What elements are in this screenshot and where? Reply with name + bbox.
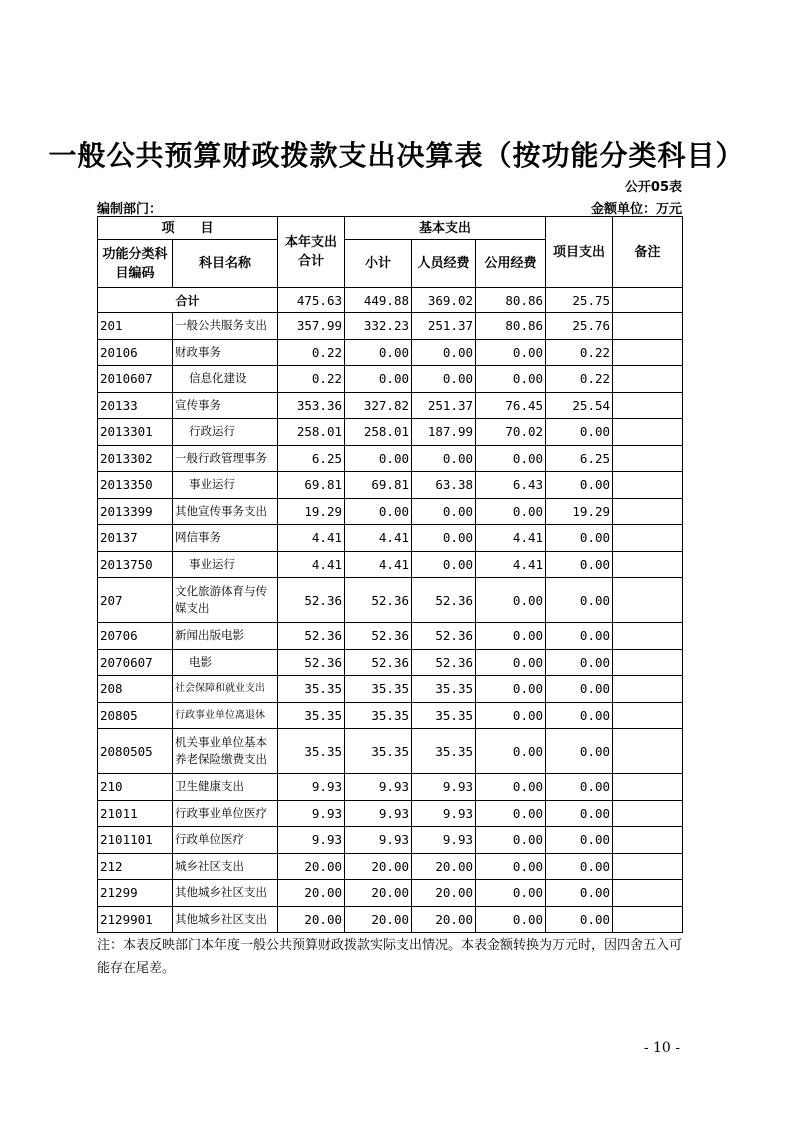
cell-total: 353.36 xyxy=(278,392,345,419)
cell-total: 4.41 xyxy=(278,551,345,578)
cell-name xyxy=(173,392,278,419)
cell-subtotal: 9.93 xyxy=(345,774,412,801)
cell-total: 20.00 xyxy=(278,853,345,880)
cell-total: 52.36 xyxy=(278,578,345,623)
cell-code: 2013399 xyxy=(98,498,173,525)
cell-project: 0.00 xyxy=(546,525,613,552)
total-row xyxy=(98,288,683,313)
cell-name xyxy=(173,419,278,446)
cell-code: 20137 xyxy=(98,525,173,552)
table-row xyxy=(98,551,683,578)
cell-code: 2010607 xyxy=(98,366,173,393)
cell-name xyxy=(173,649,278,676)
cell-code: 208 xyxy=(98,676,173,703)
cell-personnel: 251.37 xyxy=(412,313,476,340)
cell-personnel: 0.00 xyxy=(412,525,476,552)
cell-total: 0.22 xyxy=(278,339,345,366)
cell-code: 207 xyxy=(98,578,173,623)
cell-name-text: 电影 xyxy=(189,654,212,669)
cell-project: 0.00 xyxy=(546,800,613,827)
cell-public: 0.00 xyxy=(476,366,546,393)
table-row xyxy=(98,649,683,676)
total-cell-personnel: 369.02 xyxy=(412,288,476,313)
cell-name-text: 新闻出版电影 xyxy=(175,628,244,643)
cell-name-text: 一般行政管理事务 xyxy=(175,450,267,465)
cell-personnel: 0.00 xyxy=(412,445,476,472)
cell-name xyxy=(173,800,278,827)
cell-name-text: 行政单位医疗 xyxy=(175,832,244,847)
cell-remark xyxy=(613,853,683,880)
cell-remark xyxy=(613,702,683,729)
cell-remark xyxy=(613,313,683,340)
cell-personnel: 0.00 xyxy=(412,339,476,366)
cell-total: 4.41 xyxy=(278,525,345,552)
cell-name xyxy=(173,774,278,801)
cell-public: 0.00 xyxy=(476,339,546,366)
cell-name-text: 财政事务 xyxy=(175,344,221,359)
cell-name-text: 信息化建设 xyxy=(189,371,247,386)
cell-name xyxy=(173,313,278,340)
cell-total: 35.35 xyxy=(278,676,345,703)
cell-project: 0.00 xyxy=(546,774,613,801)
cell-code: 2101101 xyxy=(98,827,173,854)
cell-total: 19.29 xyxy=(278,498,345,525)
total-cell-subtotal: 449.88 xyxy=(345,288,412,313)
total-cell-project: 25.75 xyxy=(546,288,613,313)
cell-name-text: 网信事务 xyxy=(175,530,221,545)
cell-project: 0.00 xyxy=(546,827,613,854)
cell-personnel: 20.00 xyxy=(412,853,476,880)
cell-name xyxy=(173,445,278,472)
header-personnel: 人员经费 xyxy=(412,240,476,288)
cell-name-text: 事业运行 xyxy=(189,556,235,571)
cell-subtotal: 35.35 xyxy=(345,676,412,703)
cell-personnel: 0.00 xyxy=(412,551,476,578)
cell-project: 0.00 xyxy=(546,853,613,880)
cell-subtotal: 52.36 xyxy=(345,623,412,650)
header-basic: 基本支出 xyxy=(345,217,546,240)
cell-subtotal: 332.23 xyxy=(345,313,412,340)
cell-code: 21299 xyxy=(98,880,173,907)
table-row xyxy=(98,392,683,419)
cell-code: 2129901 xyxy=(98,906,173,933)
cell-project: 0.00 xyxy=(546,578,613,623)
total-cell-total: 475.63 xyxy=(278,288,345,313)
cell-name xyxy=(173,676,278,703)
cell-name-text: 行政事业单位离退休 xyxy=(175,709,265,721)
cell-public: 0.00 xyxy=(476,800,546,827)
cell-subtotal: 9.93 xyxy=(345,827,412,854)
cell-subtotal: 9.93 xyxy=(345,800,412,827)
cell-public: 70.02 xyxy=(476,419,546,446)
cell-subtotal: 4.41 xyxy=(345,551,412,578)
table-row xyxy=(98,578,683,623)
cell-remark xyxy=(613,906,683,933)
cell-name xyxy=(173,366,278,393)
cell-name-text: 事业运行 xyxy=(189,477,235,492)
cell-public: 4.41 xyxy=(476,551,546,578)
cell-remark xyxy=(613,392,683,419)
cell-name-text: 其他城乡社区支出 xyxy=(175,911,267,926)
cell-subtotal: 52.36 xyxy=(345,649,412,676)
cell-subtotal: 0.00 xyxy=(345,498,412,525)
cell-remark xyxy=(613,676,683,703)
cell-name xyxy=(173,472,278,499)
cell-personnel: 63.38 xyxy=(412,472,476,499)
department-label: 编制部门： xyxy=(97,202,163,217)
cell-remark xyxy=(613,880,683,907)
cell-remark xyxy=(613,623,683,650)
cell-project: 0.00 xyxy=(546,676,613,703)
cell-name xyxy=(173,853,278,880)
cell-project: 25.76 xyxy=(546,313,613,340)
cell-name-text: 行政运行 xyxy=(189,424,235,439)
cell-subtotal: 327.82 xyxy=(345,392,412,419)
table-row xyxy=(98,623,683,650)
cell-project: 0.00 xyxy=(546,906,613,933)
cell-personnel: 0.00 xyxy=(412,366,476,393)
table-row xyxy=(98,498,683,525)
cell-code: 2080505 xyxy=(98,729,173,774)
cell-name xyxy=(173,551,278,578)
cell-subtotal: 52.36 xyxy=(345,578,412,623)
cell-project: 0.00 xyxy=(546,702,613,729)
page-title: 一般公共预算财政拨款支出决算表（按功能分类科目） xyxy=(48,139,745,172)
cell-code: 212 xyxy=(98,853,173,880)
cell-total: 20.00 xyxy=(278,880,345,907)
expenditure-table xyxy=(97,216,683,933)
cell-personnel: 35.35 xyxy=(412,729,476,774)
cell-personnel: 9.93 xyxy=(412,827,476,854)
cell-total: 9.93 xyxy=(278,800,345,827)
cell-subtotal: 20.00 xyxy=(345,853,412,880)
amount-unit-label: 金额单位：万元 xyxy=(590,202,682,217)
cell-code: 20805 xyxy=(98,702,173,729)
form-number: 公开05表 xyxy=(624,180,682,195)
cell-name-text: 卫生健康支出 xyxy=(175,779,244,794)
table-row xyxy=(98,366,683,393)
table-row xyxy=(98,445,683,472)
table-row xyxy=(98,339,683,366)
cell-public: 0.00 xyxy=(476,906,546,933)
header-code: 功能分类科目编码 xyxy=(98,240,173,288)
cell-public: 0.00 xyxy=(476,853,546,880)
cell-project: 0.00 xyxy=(546,649,613,676)
cell-public: 4.41 xyxy=(476,525,546,552)
table-row xyxy=(98,800,683,827)
cell-subtotal: 35.35 xyxy=(345,729,412,774)
cell-name xyxy=(173,525,278,552)
cell-public: 80.86 xyxy=(476,313,546,340)
cell-name-text: 社会保障和就业支出 xyxy=(175,683,265,695)
header-subtotal: 小计 xyxy=(345,240,412,288)
cell-personnel: 52.36 xyxy=(412,649,476,676)
cell-subtotal: 0.00 xyxy=(345,445,412,472)
cell-total: 52.36 xyxy=(278,649,345,676)
cell-code: 2070607 xyxy=(98,649,173,676)
total-cell-public: 80.86 xyxy=(476,288,546,313)
cell-name xyxy=(173,702,278,729)
cell-code: 20706 xyxy=(98,623,173,650)
cell-public: 0.00 xyxy=(476,498,546,525)
cell-subtotal: 0.00 xyxy=(345,339,412,366)
cell-name xyxy=(173,906,278,933)
cell-name xyxy=(173,827,278,854)
cell-public: 0.00 xyxy=(476,623,546,650)
total-cell-remark xyxy=(613,288,683,313)
cell-personnel: 35.35 xyxy=(412,676,476,703)
header-total: 本年支出合计 xyxy=(278,217,345,288)
cell-subtotal: 258.01 xyxy=(345,419,412,446)
cell-project: 19.29 xyxy=(546,498,613,525)
table-row xyxy=(98,525,683,552)
cell-public: 0.00 xyxy=(476,729,546,774)
cell-public: 0.00 xyxy=(476,827,546,854)
cell-project: 6.25 xyxy=(546,445,613,472)
cell-personnel: 52.36 xyxy=(412,623,476,650)
cell-remark xyxy=(613,827,683,854)
cell-project: 0.22 xyxy=(546,366,613,393)
cell-name-text: 其他城乡社区支出 xyxy=(175,885,267,900)
cell-subtotal: 20.00 xyxy=(345,880,412,907)
cell-name-text: 宣传事务 xyxy=(175,397,221,412)
cell-total: 357.99 xyxy=(278,313,345,340)
cell-project: 0.00 xyxy=(546,729,613,774)
cell-remark xyxy=(613,729,683,774)
cell-name-text: 其他宣传事务支出 xyxy=(175,503,267,518)
cell-name-text: 城乡社区支出 xyxy=(175,858,244,873)
cell-name xyxy=(173,623,278,650)
table-row xyxy=(98,827,683,854)
cell-code: 2013302 xyxy=(98,445,173,472)
cell-remark xyxy=(613,649,683,676)
cell-remark xyxy=(613,525,683,552)
cell-personnel: 0.00 xyxy=(412,498,476,525)
cell-name-text: 文化旅游体育与传媒支出 xyxy=(175,584,267,615)
cell-code: 2013301 xyxy=(98,419,173,446)
cell-subtotal: 35.35 xyxy=(345,702,412,729)
cell-remark xyxy=(613,498,683,525)
table-row xyxy=(98,676,683,703)
cell-total: 35.35 xyxy=(278,702,345,729)
cell-project: 0.00 xyxy=(546,472,613,499)
table-row xyxy=(98,729,683,774)
cell-total: 69.81 xyxy=(278,472,345,499)
cell-personnel: 20.00 xyxy=(412,880,476,907)
cell-code: 20133 xyxy=(98,392,173,419)
cell-project: 25.54 xyxy=(546,392,613,419)
cell-name xyxy=(173,578,278,623)
cell-public: 0.00 xyxy=(476,578,546,623)
cell-remark xyxy=(613,774,683,801)
table-row xyxy=(98,472,683,499)
table-row xyxy=(98,313,683,340)
footnote: 注：本表反映部门本年度一般公共预算财政拨款实际支出情况。本表金额转换为万元时，因四舍五入可能存在尾差。 xyxy=(97,938,683,976)
table-row xyxy=(98,906,683,933)
cell-personnel: 187.99 xyxy=(412,419,476,446)
page-number: - 10 - xyxy=(643,1040,680,1056)
cell-total: 52.36 xyxy=(278,623,345,650)
header-project: 项目支出 xyxy=(546,217,613,288)
cell-name-text: 行政事业单位医疗 xyxy=(175,805,267,820)
header-name: 科目名称 xyxy=(173,240,278,288)
cell-project: 0.00 xyxy=(546,623,613,650)
total-label: 合计 xyxy=(98,288,278,313)
cell-remark xyxy=(613,366,683,393)
cell-code: 201 xyxy=(98,313,173,340)
cell-total: 9.93 xyxy=(278,827,345,854)
cell-remark xyxy=(613,339,683,366)
cell-remark xyxy=(613,578,683,623)
cell-total: 258.01 xyxy=(278,419,345,446)
cell-total: 20.00 xyxy=(278,906,345,933)
table-row xyxy=(98,774,683,801)
cell-personnel: 35.35 xyxy=(412,702,476,729)
cell-project: 0.22 xyxy=(546,339,613,366)
cell-total: 6.25 xyxy=(278,445,345,472)
cell-remark xyxy=(613,445,683,472)
cell-public: 76.45 xyxy=(476,392,546,419)
cell-code: 2013350 xyxy=(98,472,173,499)
cell-public: 6.43 xyxy=(476,472,546,499)
cell-remark xyxy=(613,800,683,827)
header-item: 项 目 xyxy=(98,217,278,240)
cell-personnel: 20.00 xyxy=(412,906,476,933)
cell-name xyxy=(173,339,278,366)
table-row xyxy=(98,702,683,729)
table-row xyxy=(98,853,683,880)
cell-public: 0.00 xyxy=(476,445,546,472)
cell-remark xyxy=(613,472,683,499)
cell-personnel: 251.37 xyxy=(412,392,476,419)
cell-subtotal: 20.00 xyxy=(345,906,412,933)
cell-total: 0.22 xyxy=(278,366,345,393)
cell-total: 35.35 xyxy=(278,729,345,774)
cell-public: 0.00 xyxy=(476,649,546,676)
table-row xyxy=(98,880,683,907)
cell-public: 0.00 xyxy=(476,880,546,907)
cell-name-text: 一般公共服务支出 xyxy=(175,318,267,333)
cell-name xyxy=(173,729,278,774)
cell-name xyxy=(173,498,278,525)
header-public: 公用经费 xyxy=(476,240,546,288)
table-row xyxy=(98,419,683,446)
cell-remark xyxy=(613,551,683,578)
cell-code: 20106 xyxy=(98,339,173,366)
cell-project: 0.00 xyxy=(546,880,613,907)
cell-name-text: 机关事业单位基本养老保险缴费支出 xyxy=(175,735,267,766)
cell-public: 0.00 xyxy=(476,676,546,703)
cell-personnel: 9.93 xyxy=(412,800,476,827)
cell-remark xyxy=(613,419,683,446)
cell-public: 0.00 xyxy=(476,774,546,801)
cell-personnel: 9.93 xyxy=(412,774,476,801)
cell-subtotal: 4.41 xyxy=(345,525,412,552)
cell-subtotal: 0.00 xyxy=(345,366,412,393)
cell-code: 21011 xyxy=(98,800,173,827)
cell-personnel: 52.36 xyxy=(412,578,476,623)
cell-project: 0.00 xyxy=(546,551,613,578)
cell-subtotal: 69.81 xyxy=(345,472,412,499)
cell-code: 2013750 xyxy=(98,551,173,578)
cell-total: 9.93 xyxy=(278,774,345,801)
header-remark: 备注 xyxy=(613,217,683,288)
cell-code: 210 xyxy=(98,774,173,801)
cell-project: 0.00 xyxy=(546,419,613,446)
cell-public: 0.00 xyxy=(476,702,546,729)
cell-name xyxy=(173,880,278,907)
